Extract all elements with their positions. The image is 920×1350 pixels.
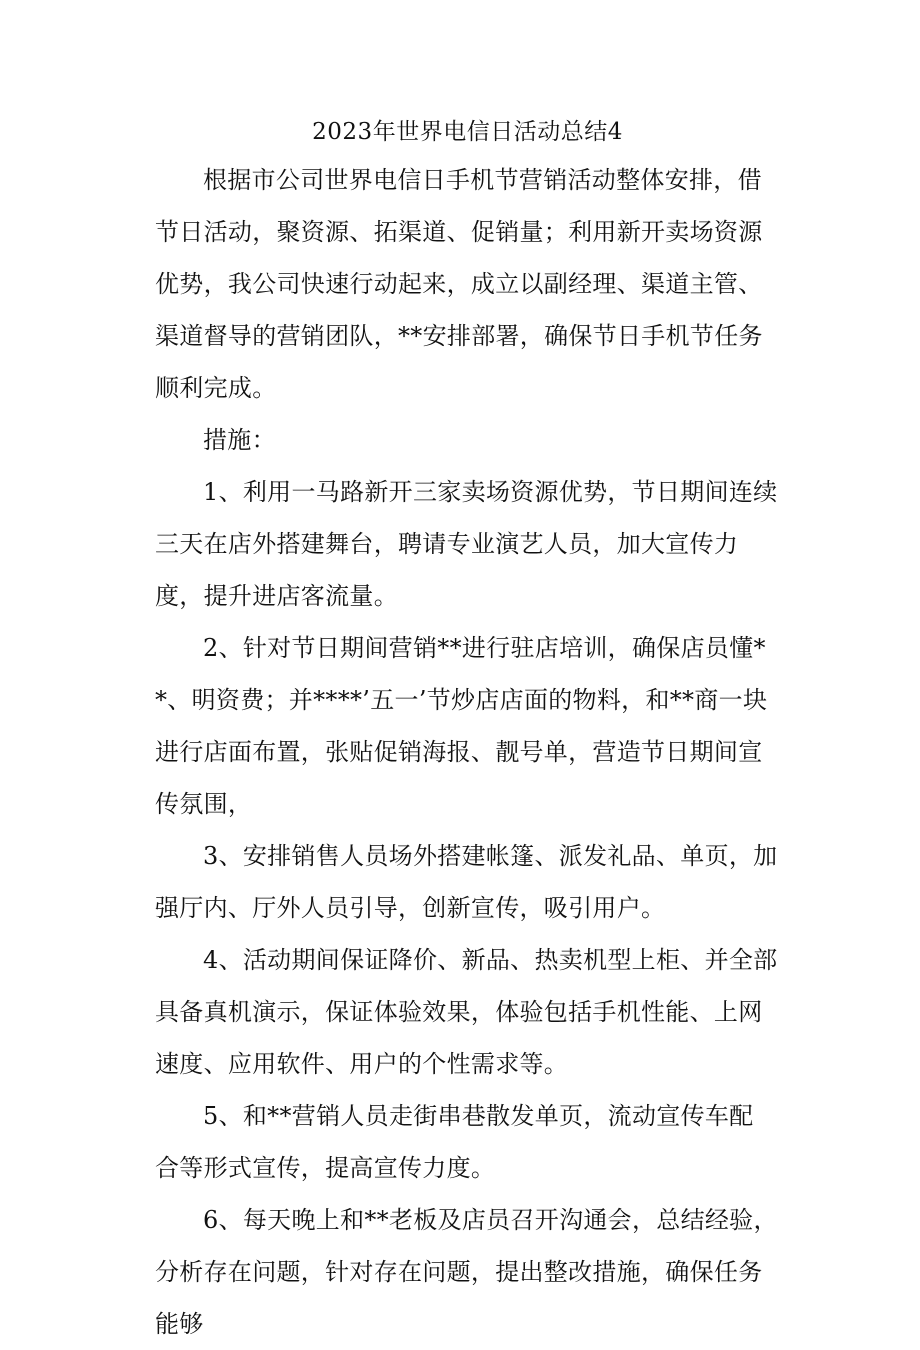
paragraph-measures-heading: 措施：: [203, 426, 276, 454]
paragraph-measure-3: 3、安排销售人员场外搭建帐篷、派发礼品、单页，加强厅内、厅外人员引导，创新宣传，吸引用户。: [155, 842, 778, 922]
paragraph-measure-4: 4、活动期间保证降价、新品、热卖机型上柜、并全部具备真机演示，保证体验效果，体验包括手机性能、上网速度、应用软件、用户的个性需求等。: [155, 946, 778, 1078]
paragraph-measure-5-continued: 合等形式宣传，提高宣传力度。: [155, 1154, 496, 1182]
document-title: 2023年世界电信日活动总结4: [312, 119, 623, 145]
paragraph-measure-2: 2、针对节日期间营销**进行驻店培训，确保店员懂**、明资费；并****’五一’节炒店店面的物料，和**商一块进行店面布置，张贴促销海报、靓号单，营造节日期间宣传氛围，: [155, 634, 768, 818]
paragraph-measure-6: 6、每天晚上和**老板及店员召开沟通会，总结经验，分析存在问题，针对存在问题，提出整改措施，确保任务能够: [155, 1206, 778, 1338]
paragraph-measure-5: 5、和**营销人员走街串巷散发单页，流动宣传车配: [203, 1102, 754, 1130]
paragraph-measure-1: 1、利用一马路新开三家卖场资源优势，节日期间连续三天在店外搭建舞台，聘请专业演艺人员，加大宣传力度，提升进店客流量。: [155, 478, 778, 610]
document-body: [155, 112, 780, 1350]
paragraph-intro: 根据市公司世界电信日手机节营销活动整体安排，借节日活动，聚资源、拓渠道、促销量；利用新开卖场资源优势，我公司快速行动起来，成立以副经理、渠道主管、渠道督导的营销团队，**安排部署，确保节日手机节任务顺利完成。: [155, 166, 763, 402]
